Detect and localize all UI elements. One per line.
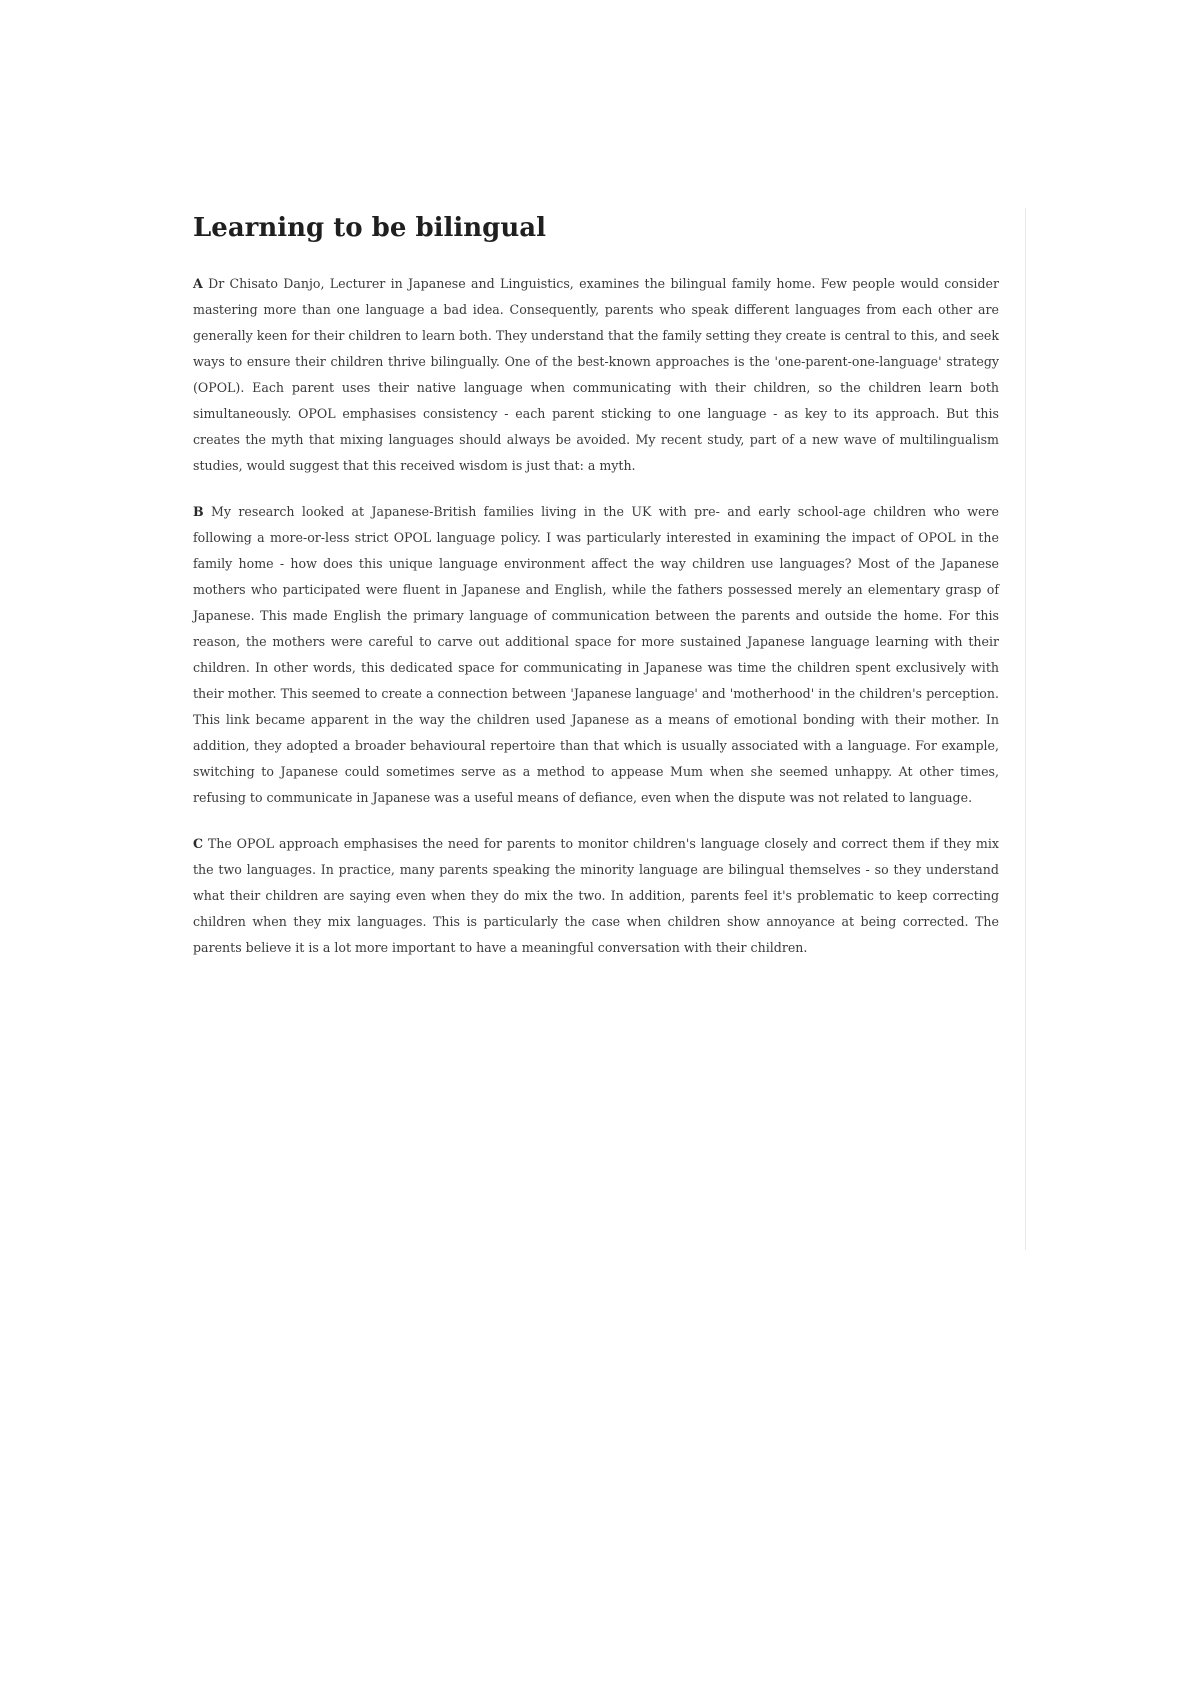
paragraph-letter: B: [193, 503, 204, 519]
paragraph-text: My research looked at Japanese-British families living in the UK with pre- and early school-age children who were following a more-or-less strict OPOL language policy. I was particularly interested in examining the impact of OPOL in the family home - how does this unique language environment affect the way children use languages? Most of the Japanese mothers who participated were fluent in Japanese and English, while the fathers possessed merely an elementary grasp of Japanese. This made English the primary language of communication between the parents and outside the home. For this reason, the mothers were careful to carve out additional space for more sustained Japanese language learning with their children. In other words, this dedicated space for communicating in Japanese was time the children spent exclusively with their mother. This seemed to create a connection between 'Japanese language' and 'motherhood' in the children's perception. This link became apparent in the way the children used Japanese as a means of emotional bonding with their mother. In addition, they adopted a broader behavioural repertoire than that which is usually associated with a language. For example, switching to Japanese could sometimes serve as a method to appease Mum when she seemed unhappy. At other times, refusing to communicate in Japanese was a useful means of defiance, even when the dispute was not related to language.: [193, 503, 999, 805]
paragraph-letter: A: [193, 275, 203, 291]
paragraph-b: [193, 499, 999, 811]
paragraph-a: [193, 271, 999, 479]
paragraph-c: [193, 831, 999, 961]
column-divider: [1025, 208, 1026, 1250]
paragraph-text: The OPOL approach emphasises the need for parents to monitor children's language closely and correct them if they mix the two languages. In practice, many parents speaking the minority language are bilingual themselves - so they understand what their children are saying even when they do mix the two. In addition, parents feel it's problematic to keep correcting children when they mix languages. This is particularly the case when children show annoyance at being corrected. The parents believe it is a lot more important to have a meaningful conversation with their children.: [193, 835, 999, 955]
paragraph-text: Dr Chisato Danjo, Lecturer in Japanese and Linguistics, examines the bilingual family home. Few people would consider mastering more than one language a bad idea. Consequently, parents who speak different languages from each other are generally keen for their children to learn both. They understand that the family setting they create is central to this, and seek ways to ensure their children thrive bilingually. One of the best-known approaches is the 'one-parent-one-language' strategy (OPOL). Each parent uses their native language when communicating with their children, so the children learn both simultaneously. OPOL emphasises consistency - each parent sticking to one language - as key to its approach. But this creates the myth that mixing languages should always be avoided. My recent study, part of a new wave of multilingualism studies, would suggest that this received wisdom is just that: a myth.: [193, 275, 999, 473]
paragraph-letter: C: [193, 835, 204, 851]
article: [193, 212, 999, 981]
article-title: Learning to be bilingual: [193, 213, 546, 243]
